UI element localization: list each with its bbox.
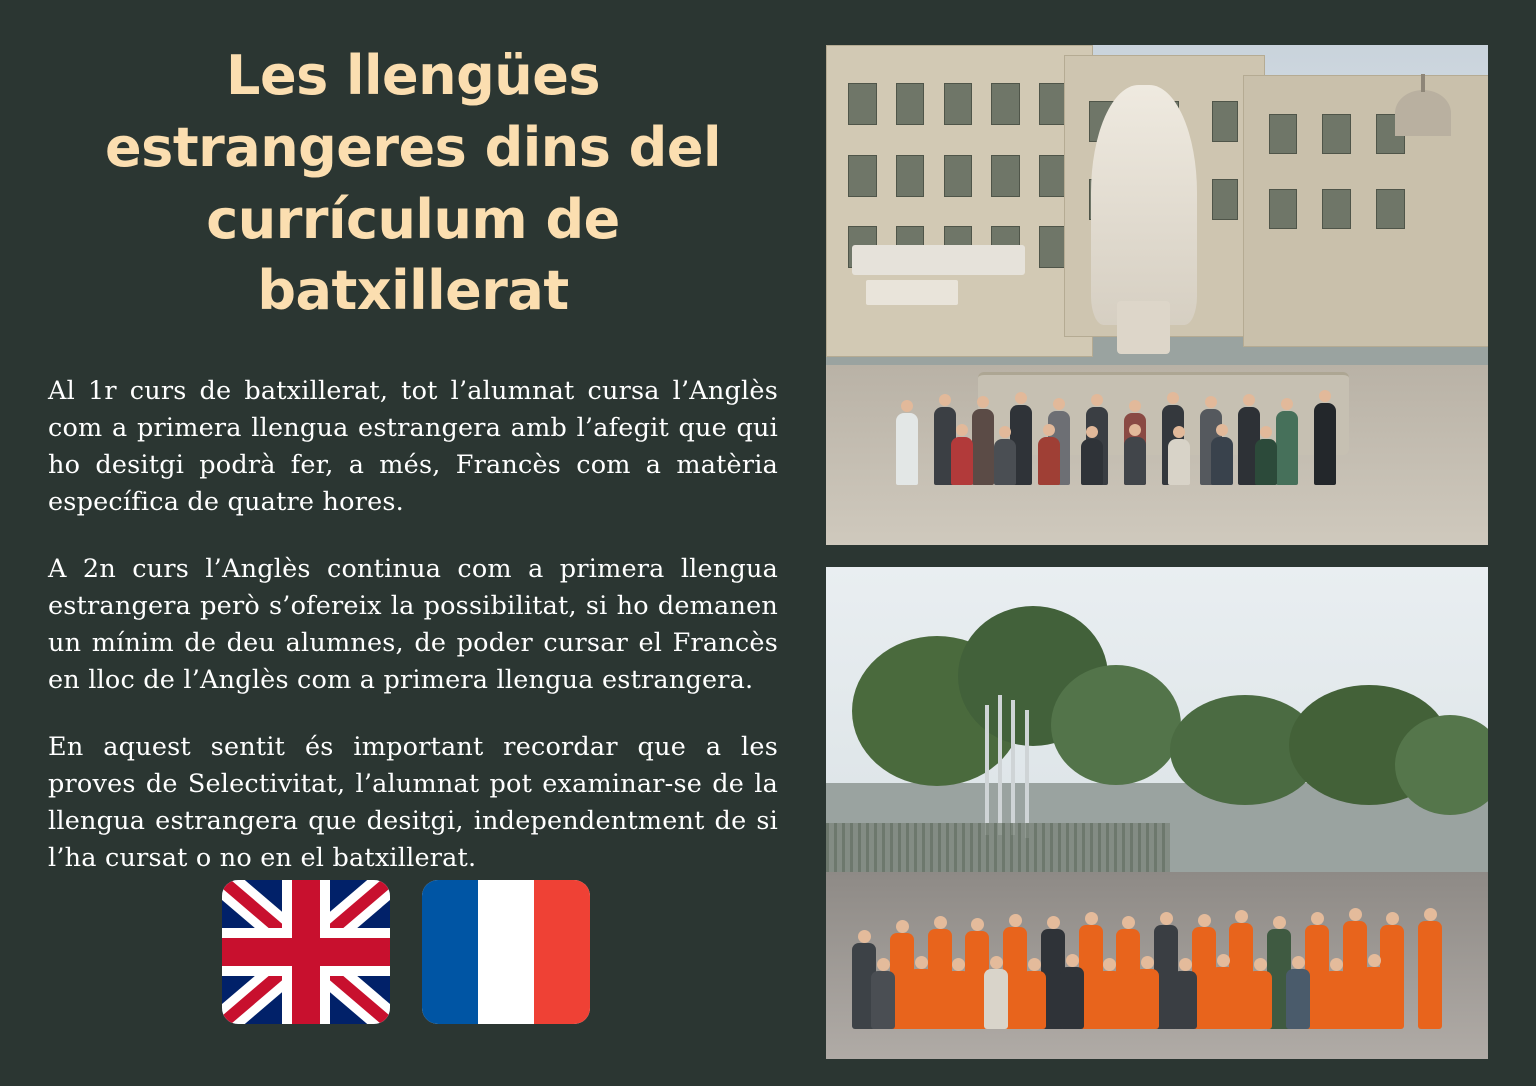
text-column [48,40,778,877]
paragraph-2: A 2n curs l’Anglès continua com a primera llengua estrangera però s’ofereix la possibilitat, si ho demanen un mínim de deu alumnes, de poder cursar el Francès en lloc de l’Anglès com a primera llengua estrangera. [48,554,778,696]
united-kingdom-flag-icon [222,880,390,1024]
france-flag-icon [422,880,590,1024]
paragraph-3: En aquest sentit és important recordar que a les proves de Selectivitat, l’alumnat pot examinar-se de la llengua estrangera que desitgi, independentment de si l’ha cursat o no en el batxillerat. [48,732,778,873]
paragraph-1: Al 1r curs de batxillerat, tot l’alumnat cursa l’Anglès com a primera llengua estrangera amb l’afegit que qui ho desitgi podrà fer, a més, Francès com a matèria específica de quatre hores. [48,376,778,518]
page-title: Les llengües estrangeres dins del currículum de batxillerat [105,44,721,323]
photo-students-orange-bibs-schoolyard [826,567,1488,1059]
photo-students-montpellier-fountain [826,45,1488,545]
flag-row [222,880,590,1024]
